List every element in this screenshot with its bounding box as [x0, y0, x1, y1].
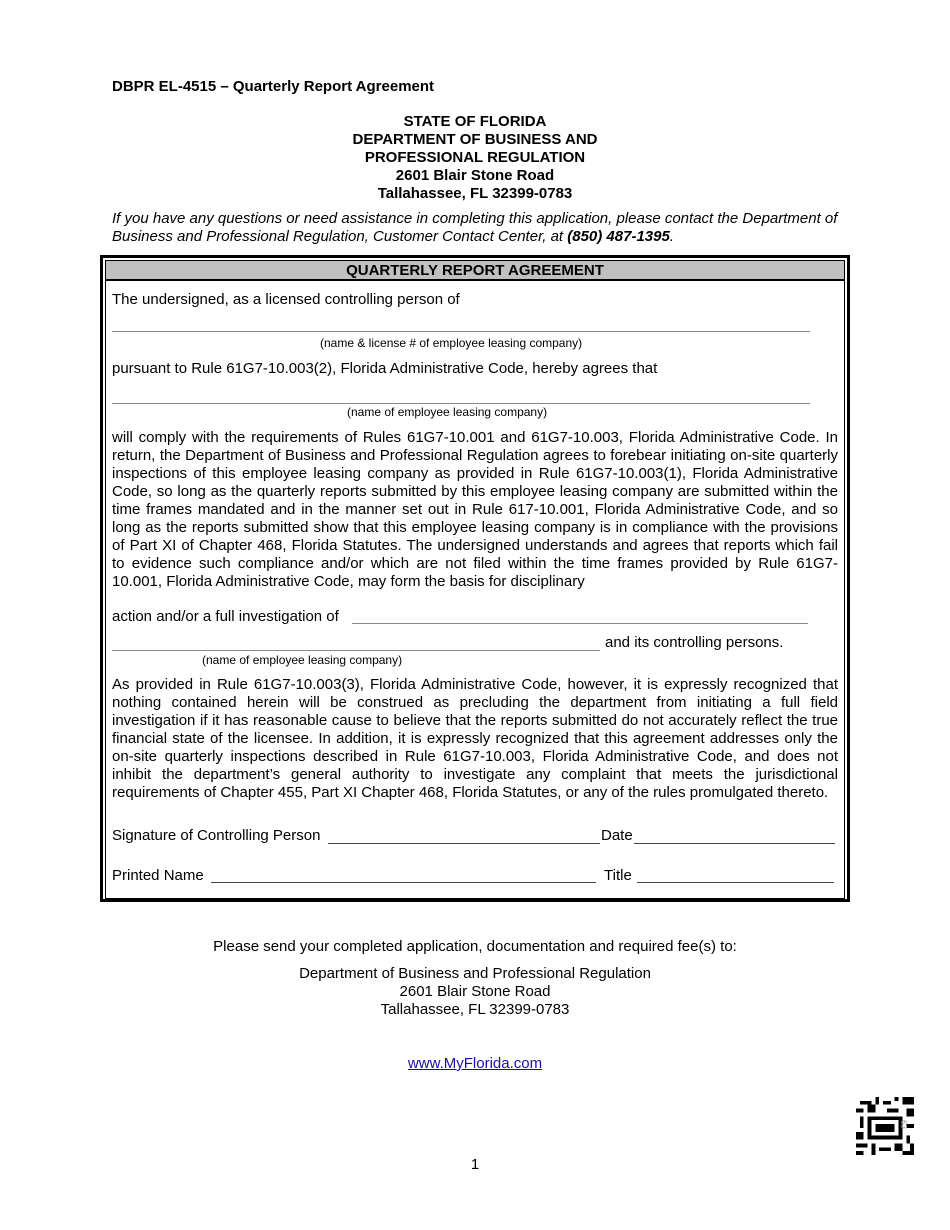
agency-block: [0, 113, 950, 203]
action-text: action and/or a full investigation of: [112, 608, 339, 625]
date-label: Date: [601, 827, 633, 844]
signature-label: Signature of Controlling Person: [112, 827, 321, 844]
compliance-paragraph: will comply with the requirements of Rules 61G7-10.001 and 61G7-10.003, Florida Administrative Code. In return, the Department of Business and Professional Regulation agrees to forebear initiating on-site quarterly inspections of this employee leasing company as provided in Rule 61G7-10.003(1), Florida Administrative Code, so long as the quarterly reports submitted by this employee leasing company are submitted within the time frames mandated and in the manner set out in Rule 617-10.001, Florida Administrative Code, and so long as the reports submitted show that this employee leasing company is in compliance with the provisions of Part XI of Chapter 468, Florida Statutes. The undersigned understands and agrees that reports which fail to evidence such compliance and/or which are not filed within the time frames provided by Rule 61G7-10.001, Florida Administrative Code, may form the basis for disciplinary: [112, 429, 838, 590]
website-link[interactable]: www.MyFlorida.com: [407, 1055, 543, 1072]
printed-name-field[interactable]: [211, 882, 596, 883]
pursuant-text: pursuant to Rule 61G7-10.003(2), Florida Administrative Code, hereby agrees that: [112, 360, 658, 377]
assistance-end: .: [669, 228, 674, 245]
company-name-caption: (name of employee leasing company): [347, 405, 548, 419]
controlling-persons-text: and its controlling persons.: [605, 634, 784, 651]
address-line: Department of Business and Professional Regulation: [299, 965, 651, 982]
assistance-text: If you have any questions or need assistance in completing this application, please contact the Department of Business and Professional Regulation, Customer Contact Center, at: [112, 210, 838, 245]
company-name-field[interactable]: [112, 403, 810, 404]
send-instructions: Please send your completed application, documentation and required fee(s) to:: [213, 938, 737, 955]
printed-name-label: Printed Name: [112, 867, 204, 884]
agency-line: DEPARTMENT OF BUSINESS AND: [352, 131, 598, 148]
investigation-company-caption: (name of employee leasing company): [202, 653, 403, 667]
address-line: 2601 Blair Stone Road: [399, 983, 551, 1000]
page-number: 1: [470, 1156, 480, 1173]
title-label: Title: [604, 867, 632, 884]
mailing-address: [0, 965, 950, 1019]
form-id: DBPR EL-4515 – Quarterly Report Agreement: [112, 78, 435, 95]
investigation-company-field[interactable]: [352, 623, 808, 624]
agency-line: Tallahassee, FL 32399-0783: [377, 185, 573, 202]
provided-paragraph: As provided in Rule 61G7-10.003(3), Florida Administrative Code, however, it is expressly recognized that nothing contained herein will be construed as precluding the department from initiating a full field investigation if it has reasonable cause to believe that the reports submitted do not accurately reflect the true financial state of the licensee. In addition, it is expressly recognized that this agreement addresses only the on-site quarterly inspections described in Rule 61G7-10.003, Florida Administrative Code, and does not inhibit the department’s general authority to investigate any complaint that meets the jurisdictional requirements of Chapter 455, Part XI Chapter 468, Florida Statutes, or any of the rules promulgated thereto.: [112, 676, 838, 801]
agency-line: 2601 Blair Stone Road: [395, 167, 555, 184]
side-number: 63: [899, 1120, 908, 1129]
assistance-phone: (850) 487-1395: [567, 228, 670, 245]
assistance-note: [112, 210, 842, 246]
company-license-field[interactable]: [112, 331, 810, 332]
signature-field[interactable]: [328, 843, 600, 844]
investigation-company-field-2[interactable]: [112, 650, 600, 651]
date-field[interactable]: [634, 843, 835, 844]
company-license-caption: (name & license # of employee leasing company): [320, 336, 583, 350]
section-title: QUARTERLY REPORT AGREEMENT: [106, 261, 844, 281]
title-field[interactable]: [637, 882, 834, 883]
agency-line: STATE OF FLORIDA: [403, 113, 547, 130]
address-line: Tallahassee, FL 32399-0783: [380, 1001, 570, 1018]
intro-text: The undersigned, as a licensed controlling person of: [112, 291, 460, 308]
agency-line: PROFESSIONAL REGULATION: [364, 149, 586, 166]
